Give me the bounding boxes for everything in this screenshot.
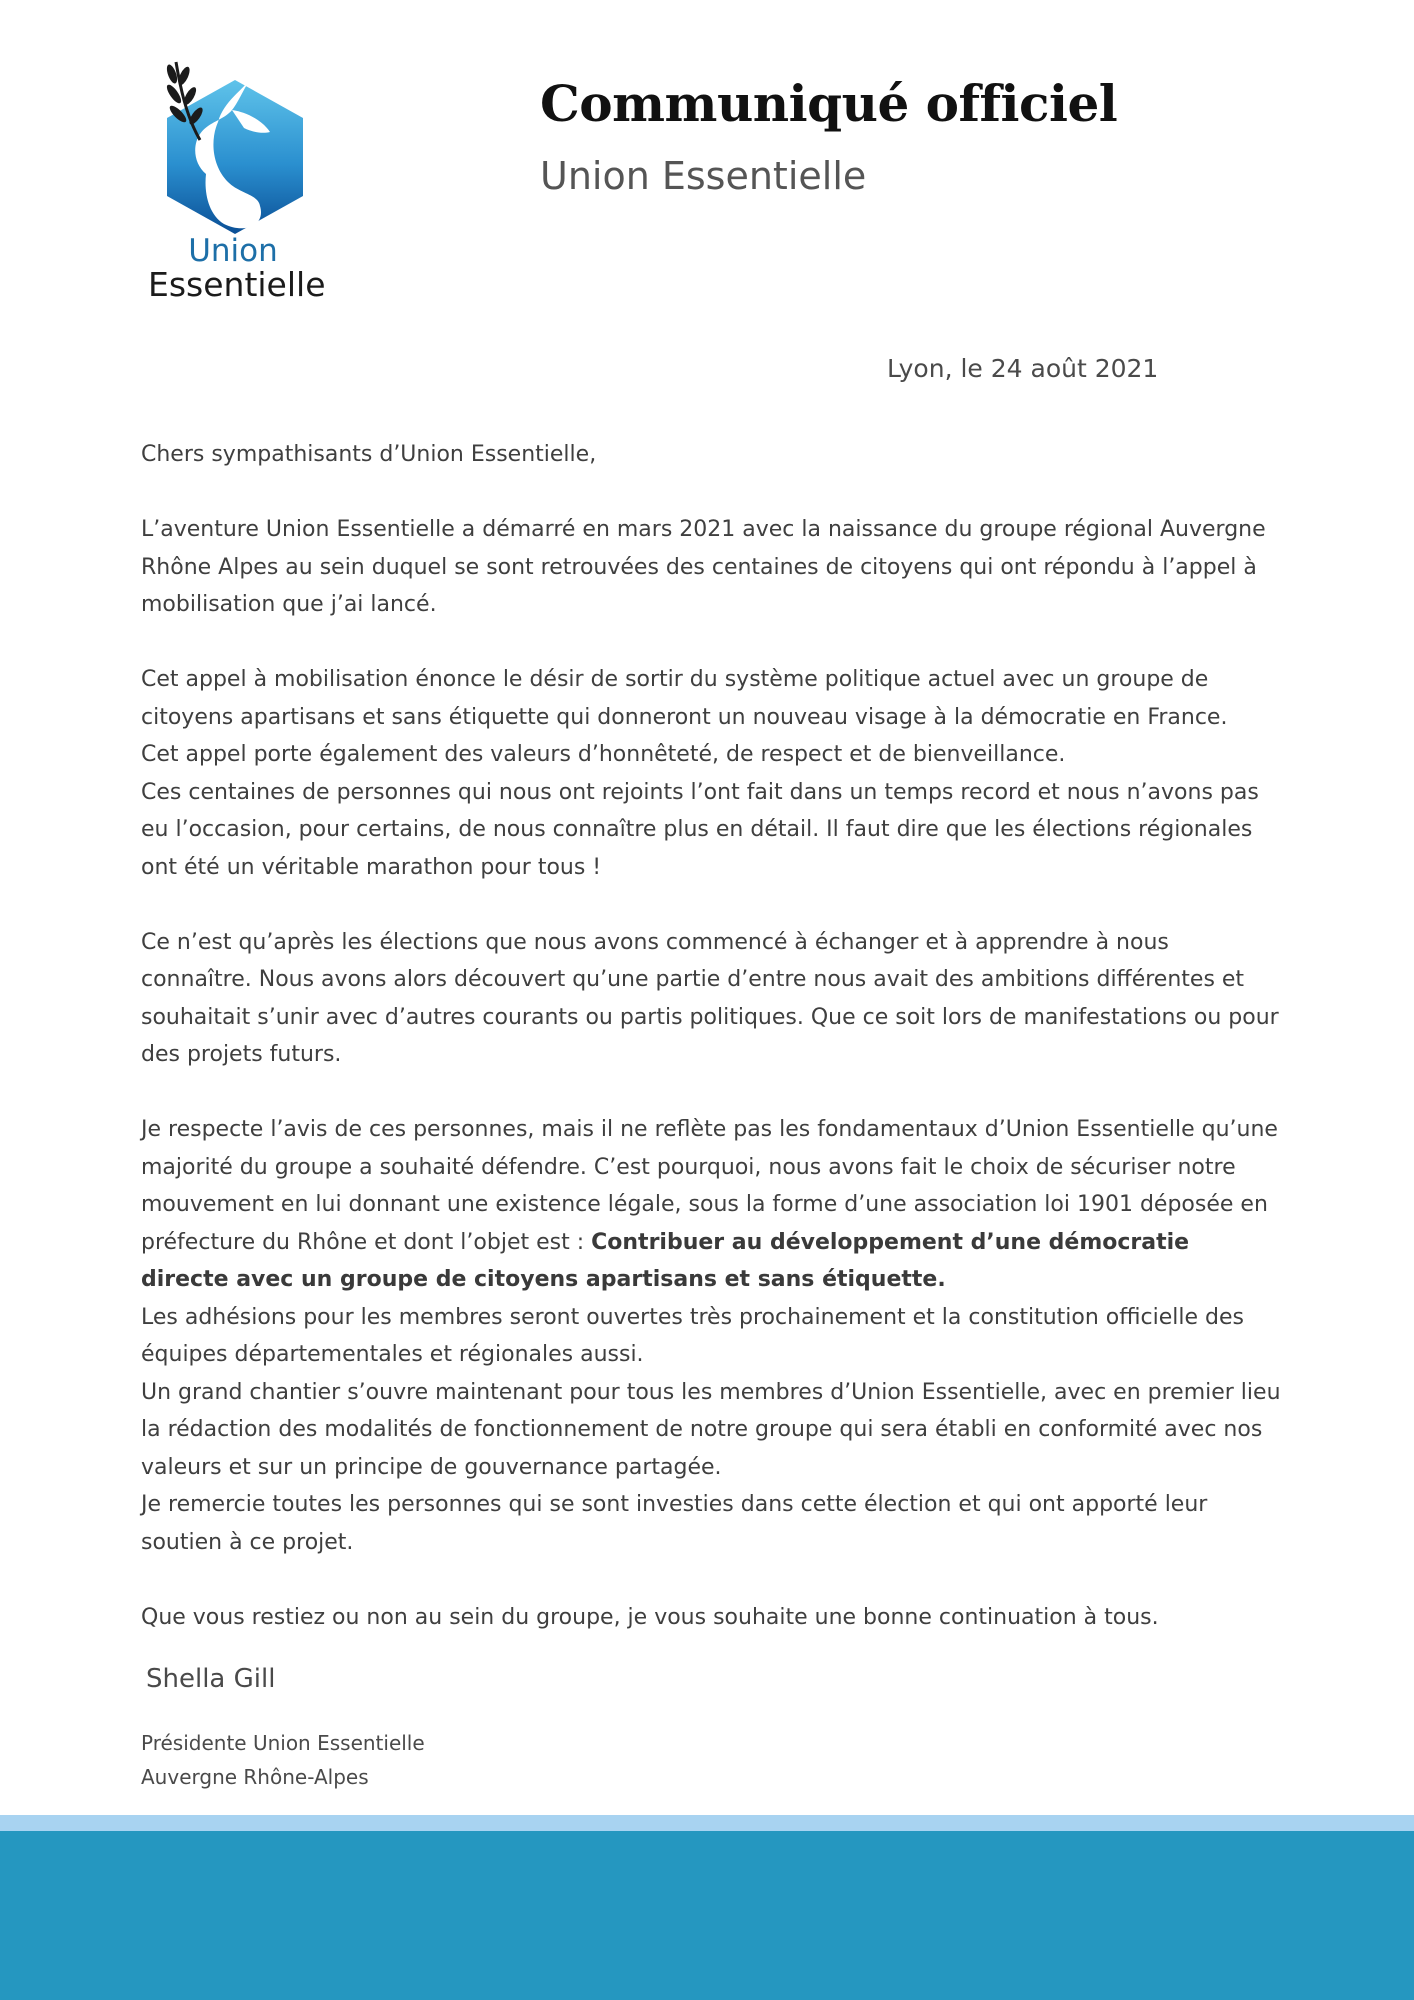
logo — [148, 56, 326, 306]
paragraph-1: L’aventure Union Essentielle a démarré en mars 2021 avec la naissance du groupe régional Auvergne Rhône Alpes au sein duquel se sont retrouvées des centaines de citoyens qui ont répondu à l’appel à mobilisation que j’ai lancé. — [141, 517, 1266, 617]
paragraph-4c: Un grand chantier s’ouvre maintenant pour tous les membres d’Union Essentielle, avec en premier lieu la rédaction des modalités de fonctionnement de notre groupe qui sera établi en conformité avec nos valeurs et sur un principe de gouvernance partagée. — [141, 1379, 1281, 1480]
association-objective: Contribuer au développement d’une démocratie directe avec un groupe de citoyens apartisans et sans étiquette. — [141, 1229, 1190, 1292]
footer-band-light — [0, 1815, 1414, 1831]
logo-word-essentielle: Essentielle — [148, 265, 326, 304]
letter-date: Lyon, le 24 août 2021 — [887, 354, 1159, 383]
signature-role — [141, 1726, 425, 1794]
paragraph-2a: Cet appel à mobilisation énonce le désir de sortir du système politique actuel avec un groupe de citoyens apartisans et sans étiquette qui donneront un nouveau visage à la démocratie en France. — [141, 667, 1228, 730]
greeting: Chers sympathisants d’Union Essentielle, — [141, 442, 597, 467]
dove-olive-branch-hexagon-icon — [148, 56, 318, 236]
letter-body — [141, 436, 1281, 1636]
paragraph-4 — [141, 1111, 1281, 1299]
page-subtitle: Union Essentielle — [540, 154, 867, 198]
paragraph-4d: Je remercie toutes les personnes qui se sont investies dans cette élection et qui ont apporté leur soutien à ce projet. — [141, 1492, 1208, 1555]
page-title: Communiqué officiel — [540, 74, 1118, 133]
signature-name: Shella Gill — [146, 1664, 276, 1694]
footer-band — [0, 1831, 1414, 2000]
logo-word-union: Union — [188, 233, 278, 269]
signature-role-line-1: Présidente Union Essentielle — [141, 1731, 425, 1755]
paragraph-3: Ce n’est qu’après les élections que nous avons commencé à échanger et à apprendre à nous connaître. Nous avons alors découvert qu’une partie d’entre nous avait des ambitions différentes et souhaitait s’unir avec d’autres courants ou partis politiques. Que ce soit lors de manifestations ou pour des projets futurs. — [141, 929, 1279, 1067]
closing: Que vous restiez ou non au sein du groupe, je vous souhaite une bonne continuation à tous. — [141, 1604, 1159, 1630]
paragraph-2c: Ces centaines de personnes qui nous ont rejoints l’ont fait dans un temps record et nous n’avons pas eu l’occasion, pour certains, de nous connaître plus en détail. Il faut dire que les élections régionales ont été un véritable marathon pour tous ! — [141, 779, 1259, 880]
paragraph-4b: Les adhésions pour les membres seront ouvertes très prochainement et la constitution officielle des équipes départementales et régionales aussi. — [141, 1304, 1244, 1367]
signature-role-line-2: Auvergne Rhône-Alpes — [141, 1765, 369, 1789]
paragraph-2b: Cet appel porte également des valeurs d’honnêteté, de respect et de bienveillance. — [141, 742, 1066, 767]
paragraph-4-text: Je respecte l’avis de ces personnes, mais il ne reflète pas les fondamentaux d’Union Essentielle qu’une majorité du groupe a souhaité défendre. C’est pourquoi, nous avons fait le choix de sécuriser notre mouvement en lui donnant une existence légale, sous la forme d’une association loi 1901 déposée en préfecture du Rhône et dont l’objet est : — [141, 1117, 1278, 1255]
